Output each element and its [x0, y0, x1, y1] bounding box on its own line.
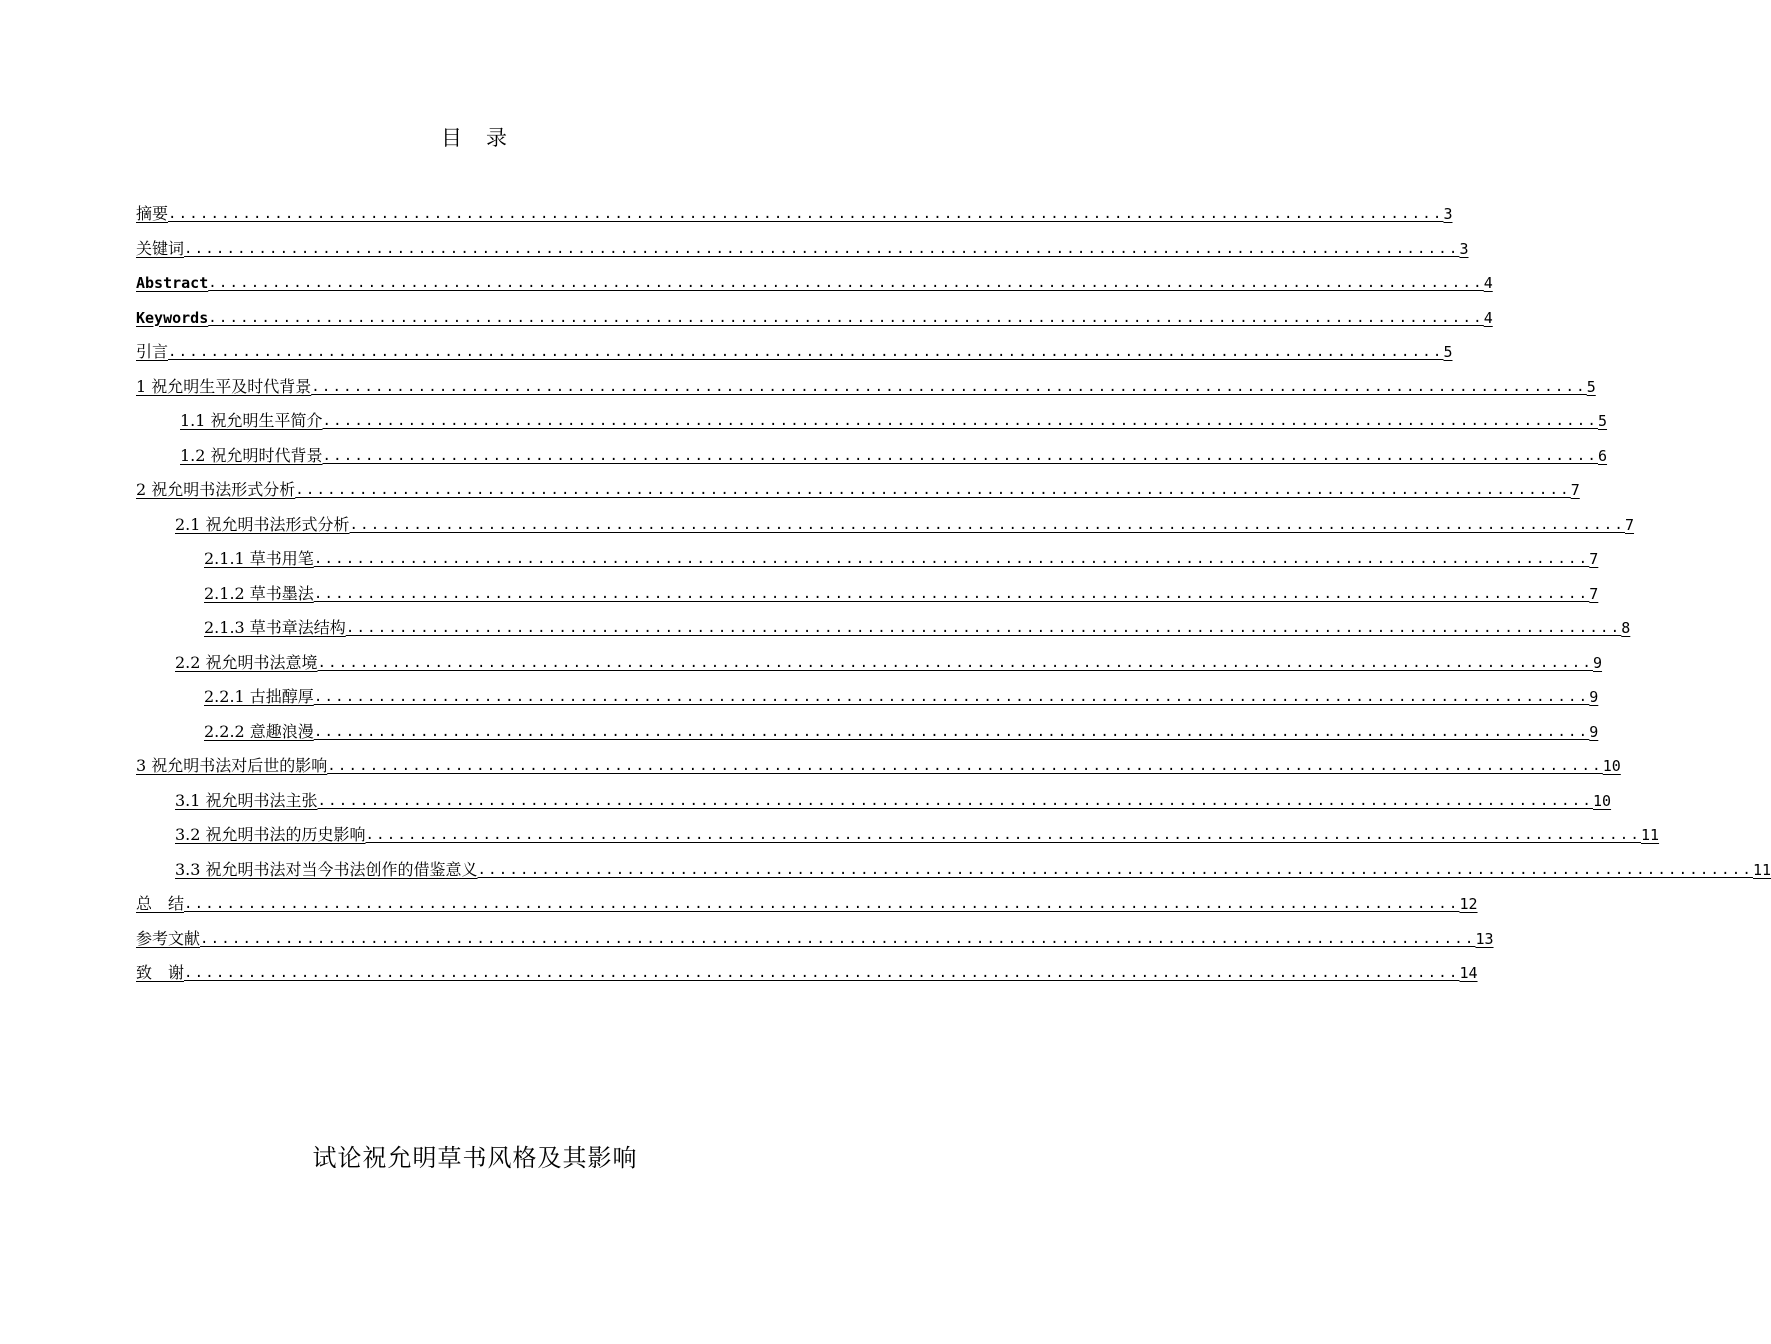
- toc-leader-dots: ........................................................................................................................: [208, 309, 1484, 326]
- toc-leader-dots: ........................................................................................................................: [365, 827, 1641, 843]
- toc-leader-dots: ........................................................................................................................: [168, 344, 1444, 360]
- toc-entry-page-number: 10: [1593, 791, 1612, 810]
- toc-entry[interactable]: [136, 200, 1453, 224]
- toc-entry-label: 3 祝允明书法对后世的影响: [136, 756, 328, 775]
- toc-entry-page-number: 9: [1593, 653, 1603, 672]
- toc-entry[interactable]: [175, 856, 1771, 880]
- toc-entry[interactable]: [204, 614, 1631, 638]
- toc-entry[interactable]: [204, 545, 1599, 569]
- toc-entry-label: Keywords: [136, 308, 209, 327]
- toc-entry-label: 致 谢: [136, 963, 185, 982]
- toc-entry-label: 3.3 祝允明书法对当今书法创作的借鉴意义: [175, 859, 478, 879]
- toc-entry-label: 2 祝允明书法形式分析: [136, 480, 296, 499]
- toc-entry[interactable]: [136, 269, 1493, 293]
- toc-entry-page-number: 9: [1589, 688, 1599, 706]
- toc-entry-label: Abstract: [136, 274, 209, 292]
- toc-leader-dots: ........................................................................................................................: [349, 516, 1625, 533]
- toc-entry[interactable]: [175, 649, 1603, 673]
- toc-leader-dots: ........................................................................................................................: [317, 654, 1593, 671]
- toc-entry[interactable]: [136, 304, 1493, 328]
- toc-leader-dots: ........................................................................................................................: [184, 965, 1460, 981]
- toc-entry-page-number: 14: [1459, 964, 1478, 982]
- toc-entry[interactable]: [136, 338, 1453, 362]
- toc-leader-dots: ........................................................................................................................: [168, 206, 1444, 222]
- toc-entry-page-number: 4: [1483, 308, 1493, 327]
- toc-heading: [0, 122, 950, 152]
- toc-leader-dots: ........................................................................................................................: [322, 413, 1598, 429]
- toc-entry-page-number: 7: [1589, 584, 1599, 603]
- toc-entry[interactable]: [180, 407, 1608, 431]
- toc-entry-label: 3.1 祝允明书法主张: [175, 790, 318, 810]
- toc-entry-page-number: 5: [1443, 343, 1453, 361]
- toc-leader-dots: ........................................................................................................................: [295, 482, 1571, 498]
- toc-entry-label: 1.1 祝允明生平简介: [180, 411, 323, 430]
- toc-entry[interactable]: [136, 476, 1580, 500]
- toc-entry-page-number: 7: [1625, 515, 1635, 534]
- toc-entry-page-number: 11: [1641, 826, 1660, 844]
- toc-entry-page-number: 6: [1598, 446, 1608, 465]
- toc-leader-dots: ........................................................................................................................: [313, 689, 1590, 705]
- toc-entry-label: 2.1.2 草书墨法: [204, 583, 314, 603]
- toc-entry-label: 2.1 祝允明书法形式分析: [175, 514, 350, 534]
- toc-leader-dots: ........................................................................................................................: [313, 585, 1590, 602]
- toc-entry[interactable]: [180, 442, 1608, 466]
- toc-leader-dots: ........................................................................................................................: [313, 551, 1590, 567]
- toc-entry-page-number: 3: [1443, 205, 1453, 223]
- toc-entry[interactable]: [175, 511, 1635, 535]
- toc-leader-dots: ........................................................................................................................: [322, 447, 1598, 464]
- toc-entry-page-number: 8: [1621, 619, 1631, 637]
- toc-leader-dots: ........................................................................................................................: [184, 240, 1460, 257]
- toc-entry[interactable]: [204, 718, 1599, 742]
- toc-entry[interactable]: [175, 787, 1612, 811]
- document-title: 试论祝允明草书风格及其影响: [312, 1144, 638, 1172]
- toc-leader-dots: ........................................................................................................................: [184, 896, 1460, 912]
- toc-entry-label: 摘要: [136, 204, 169, 223]
- toc-entry-page-number: 10: [1602, 757, 1621, 775]
- toc-leader-dots: ........................................................................................................................: [345, 620, 1622, 636]
- toc-entry-label: 关键词: [136, 238, 185, 258]
- toc-entry-label: 参考文献: [136, 928, 201, 948]
- toc-entry[interactable]: [136, 235, 1469, 259]
- toc-entry-label: 2.2.2 意趣浪漫: [204, 721, 314, 741]
- toc-entry-page-number: 4: [1483, 274, 1493, 292]
- toc-entry-label: 2.2.1 古拙醇厚: [204, 687, 314, 706]
- toc-leader-dots: ........................................................................................................................: [317, 792, 1593, 809]
- toc-leader-dots: ........................................................................................................................: [208, 275, 1484, 291]
- toc-heading-left: 目: [441, 126, 464, 150]
- toc-entry-page-number: 12: [1459, 895, 1478, 913]
- toc-entry-label: 1.2 祝允明时代背景: [180, 445, 323, 465]
- toc-leader-dots: ........................................................................................................................: [311, 378, 1587, 395]
- toc-entry-label: 2.2 祝允明书法意境: [175, 652, 318, 672]
- toc-entry-page-number: 3: [1459, 239, 1469, 258]
- toc-entry-label: 总 结: [136, 894, 185, 913]
- toc-entry[interactable]: [175, 821, 1660, 845]
- toc-entry[interactable]: [136, 752, 1621, 776]
- toc-entry-page-number: 5: [1598, 412, 1608, 430]
- toc-entry[interactable]: [204, 580, 1599, 604]
- toc-entry-label: 2.1.3 草书章法结构: [204, 618, 346, 637]
- toc-leader-dots: ........................................................................................................................: [313, 723, 1590, 740]
- toc-entry-page-number: 9: [1589, 722, 1599, 741]
- toc-entry-page-number: 7: [1570, 481, 1580, 499]
- toc-entry-label: 1 祝允明生平及时代背景: [136, 376, 312, 396]
- toc-entry[interactable]: [136, 373, 1596, 397]
- toc-entry-page-number: 11: [1753, 860, 1771, 879]
- toc-leader-dots: ........................................................................................................................: [477, 861, 1753, 878]
- toc-entry[interactable]: [136, 890, 1478, 914]
- toc-heading-right: 录: [486, 126, 509, 150]
- toc-entry-page-number: 5: [1586, 377, 1596, 396]
- toc-entry-label: 2.1.1 草书用笔: [204, 549, 314, 568]
- toc-entry-label: 3.2 祝允明书法的历史影响: [175, 825, 366, 844]
- toc-entry[interactable]: [136, 925, 1494, 949]
- toc-leader-dots: ........................................................................................................................: [200, 930, 1476, 947]
- toc-entry-label: 引言: [136, 342, 169, 361]
- toc-leader-dots: ........................................................................................................................: [327, 758, 1603, 774]
- toc-entry[interactable]: [204, 683, 1599, 707]
- toc-entry[interactable]: [136, 959, 1478, 983]
- toc-entry-page-number: 7: [1589, 550, 1599, 568]
- toc-entry-page-number: 13: [1475, 929, 1494, 948]
